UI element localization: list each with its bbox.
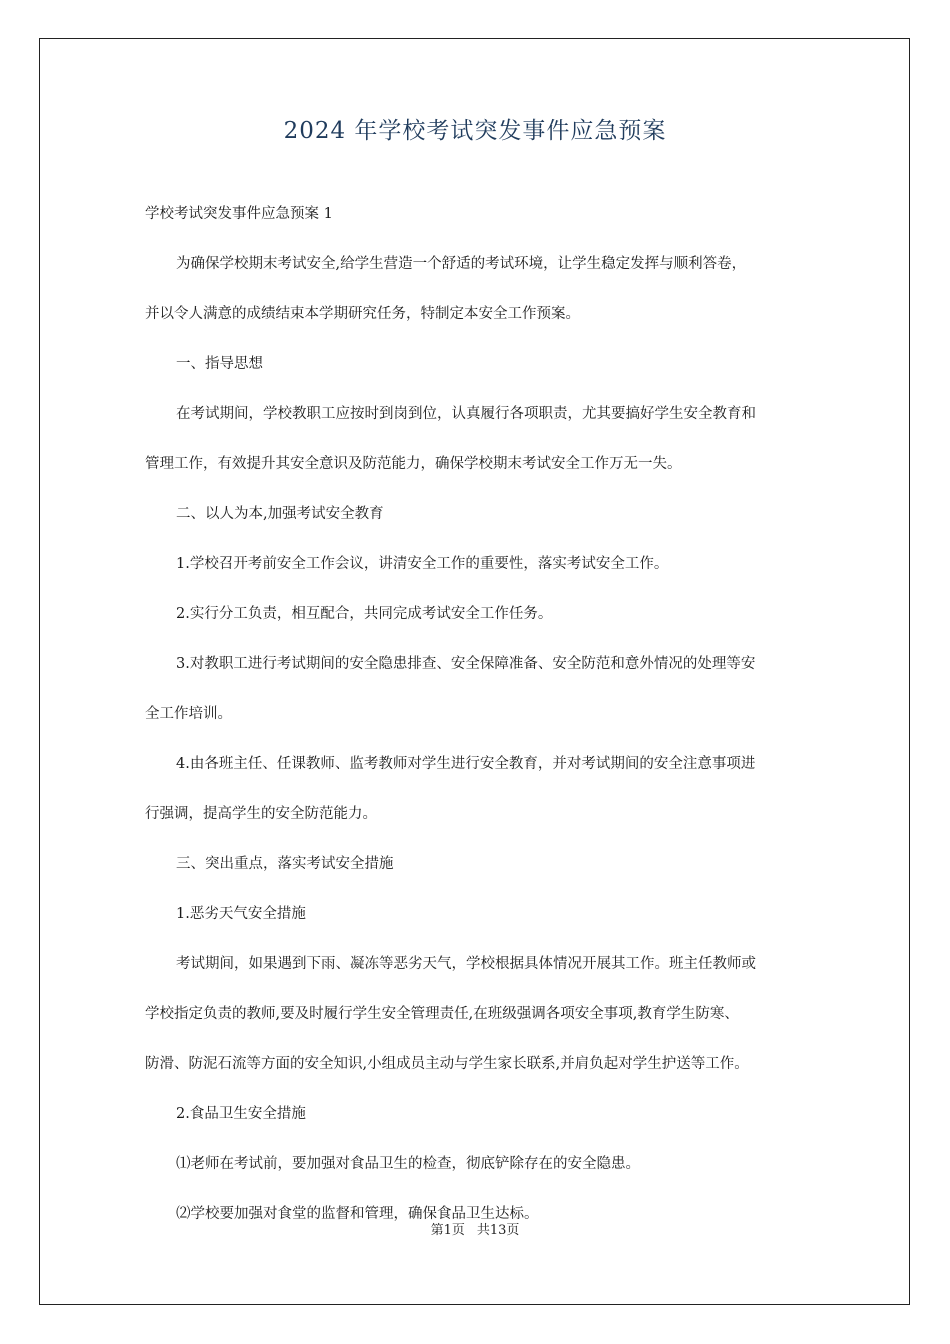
- list-item: ⑴老师在考试前，要加强对食品卫生的检查，彻底铲除存在的安全隐患。: [176, 1156, 640, 1172]
- list-item-continuation: 行强调，提高学生的安全防范能力。: [145, 806, 377, 822]
- list-item: 4.由各班主任、任课教师、监考教师对学生进行安全教育，并对考试期间的安全注意事项进: [176, 756, 756, 772]
- paragraph-line: 防滑、防泥石流等方面的安全知识,小组成员主动与学生家长联系,并肩负起对学生护送等工作。: [145, 1056, 749, 1072]
- subheading-weather: 1.恶劣天气安全措施: [176, 906, 306, 922]
- list-item: 2.实行分工负责，相互配合，共同完成考试安全工作任务。: [176, 606, 553, 622]
- heading-plan-1: 学校考试突发事件应急预案 1: [145, 206, 333, 222]
- paragraph-line: 为确保学校期末考试安全,给学生营造一个舒适的考试环境，让学生稳定发挥与顺利答卷，: [176, 256, 747, 272]
- paragraph-line: 在考试期间，学校教职工应按时到岗到位，认真履行各项职责，尤其要搞好学生安全教育和: [176, 406, 756, 422]
- section-heading-safety-measures: 三、突出重点，落实考试安全措施: [176, 856, 394, 872]
- list-item: 3.对教职工进行考试期间的安全隐患排查、安全保障准备、安全防范和意外情况的处理等安: [176, 656, 756, 672]
- list-item: 1.学校召开考前安全工作会议，讲清安全工作的重要性，落实考试安全工作。: [176, 556, 669, 572]
- section-heading-safety-education: 二、以人为本,加强考试安全教育: [176, 506, 384, 522]
- paragraph-line: 考试期间，如果遇到下雨、凝冻等恶劣天气，学校根据具体情况开展其工作。班主任教师或: [176, 956, 756, 972]
- list-item: ⑵学校要加强对食堂的监督和管理，确保食品卫生达标。: [176, 1206, 539, 1222]
- page-footer: [0, 1219, 950, 1238]
- subheading-food-safety: 2.食品卫生安全措施: [176, 1106, 306, 1122]
- page-number: 第1页: [430, 1223, 465, 1238]
- document-title: 2024 年学校考试突发事件应急预案: [283, 118, 667, 144]
- section-heading-guiding-thought: 一、指导思想: [176, 356, 263, 372]
- paragraph-line: 并以令人满意的成绩结束本学期研究任务，特制定本安全工作预案。: [145, 306, 580, 322]
- page-total: 共13页: [476, 1223, 520, 1238]
- document-body: [145, 199, 810, 1249]
- paragraph-line: 管理工作，有效提升其安全意识及防范能力，确保学校期末考试安全工作万无一失。: [145, 456, 682, 472]
- paragraph-line: 学校指定负责的教师,要及时履行学生安全管理责任,在班级强调各项安全事项,教育学生防寒、: [145, 1006, 739, 1022]
- list-item-continuation: 全工作培训。: [145, 706, 232, 722]
